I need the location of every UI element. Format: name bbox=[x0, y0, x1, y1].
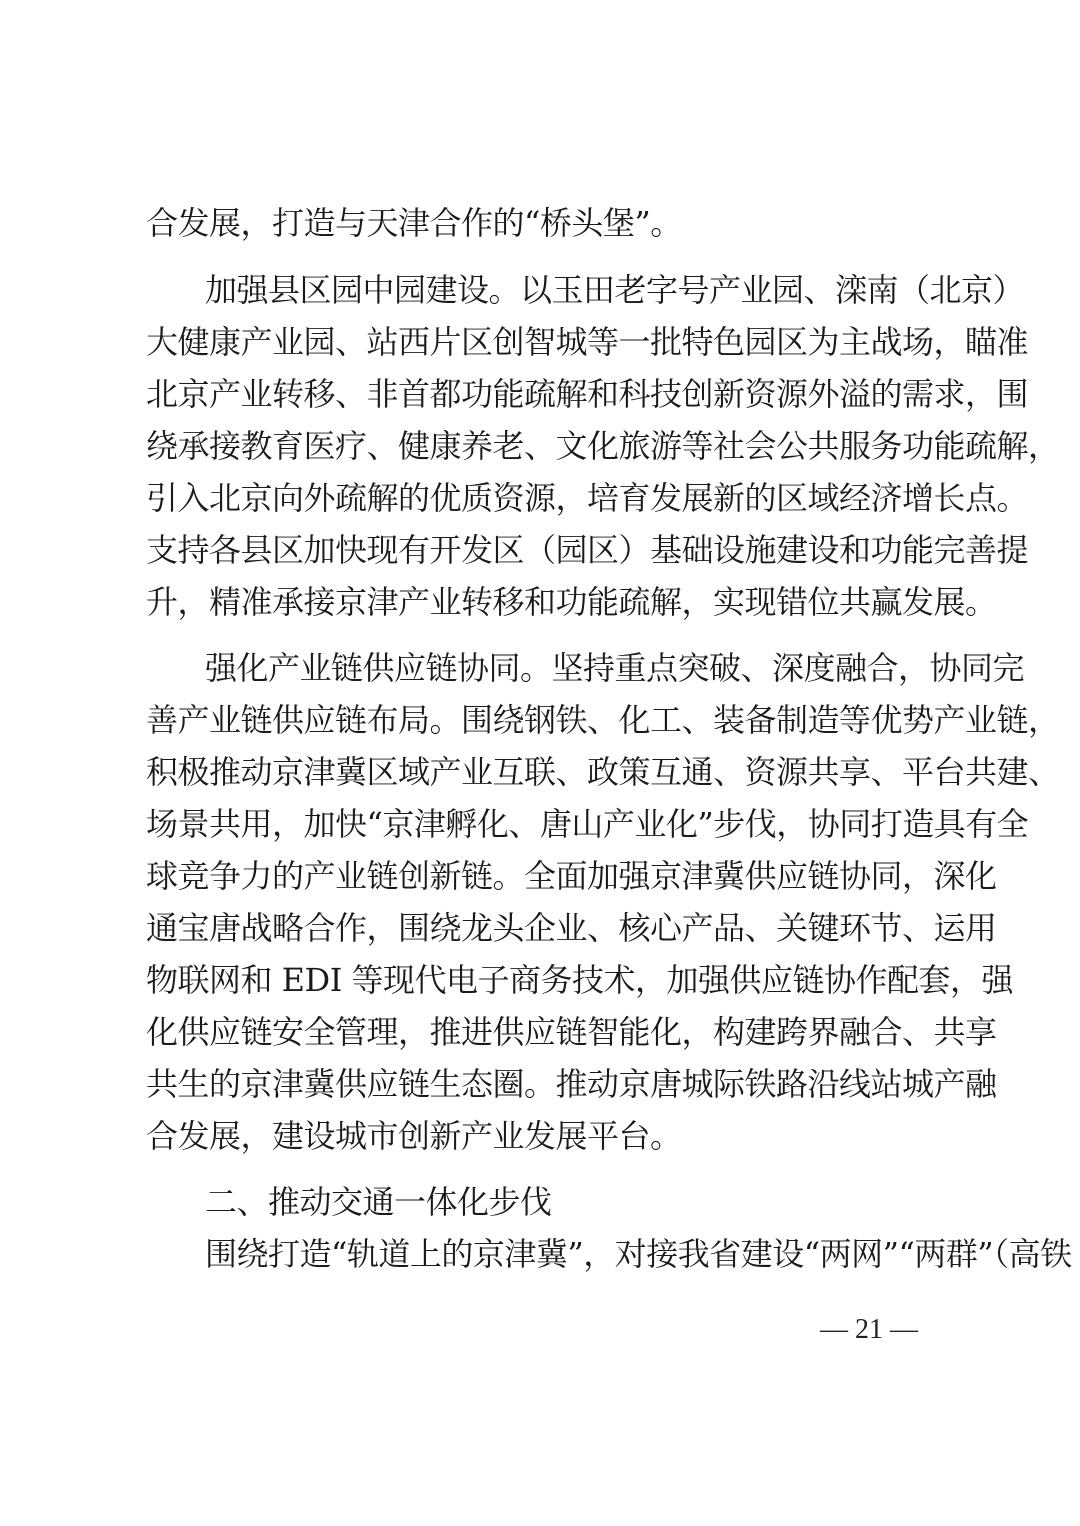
text-line: 绕承接教育医疗、健康养老、文化旅游等社会公共服务功能疏解， bbox=[146, 427, 1060, 465]
page-number: — 21 — bbox=[820, 1314, 918, 1345]
text-line: 物联网和 EDI 等现代电子商务技术，加强供应链协作配套，强 bbox=[146, 961, 1014, 999]
text-line: 大健康产业园、站西片区创智城等一批特色园区为主战场，瞄准 bbox=[146, 323, 1029, 361]
text-line: 通宝唐战略合作，围绕龙头企业、核心产品、关键环节、运用 bbox=[146, 909, 997, 947]
text-line: 球竞争力的产业链创新链。全面加强京津冀供应链协同，深化 bbox=[146, 857, 997, 895]
text-line: 场景共用，加快“京津孵化、唐山产业化”步伐，协同打造具有全 bbox=[146, 805, 1029, 843]
text-line: 加强县区园中园建设。以玉田老字号产业园、滦南（北京） bbox=[205, 271, 1025, 309]
text-line: 强化产业链供应链协同。坚持重点突破、深度融合，协同完 bbox=[205, 649, 1025, 687]
text-line: 升，精准承接京津产业转移和功能疏解，实现错位共赢发展。 bbox=[146, 583, 997, 621]
text-line: 合发展，建设城市创新产业发展平台。 bbox=[146, 1117, 682, 1155]
text-line: 合发展，打造与天津合作的“桥头堡”。 bbox=[146, 204, 682, 242]
text-line: 善产业链供应链布局。围绕钢铁、化工、装备制造等优势产业链， bbox=[146, 701, 1060, 739]
text-line: 共生的京津冀供应链生态圈。推动京唐城际铁路沿线站城产融 bbox=[146, 1065, 997, 1103]
text-line: 积极推动京津冀区域产业互联、政策互通、资源共享、平台共建、 bbox=[146, 753, 1060, 791]
section-heading: 二、推动交通一体化步伐 bbox=[205, 1183, 552, 1221]
text-line: 北京产业转移、非首都功能疏解和科技创新资源外溢的需求，围 bbox=[146, 375, 1029, 413]
text-line: 引入北京向外疏解的优质资源，培育发展新的区域经济增长点。 bbox=[146, 479, 1029, 517]
text-line: 支持各县区加快现有开发区（园区）基础设施建设和功能完善提 bbox=[146, 531, 1029, 569]
text-line: 围绕打造“轨道上的京津冀”，对接我省建设“两网”“两群”（高铁 bbox=[205, 1235, 1072, 1273]
text-line: 化供应链安全管理，推进供应链智能化，构建跨界融合、共享 bbox=[146, 1013, 997, 1051]
